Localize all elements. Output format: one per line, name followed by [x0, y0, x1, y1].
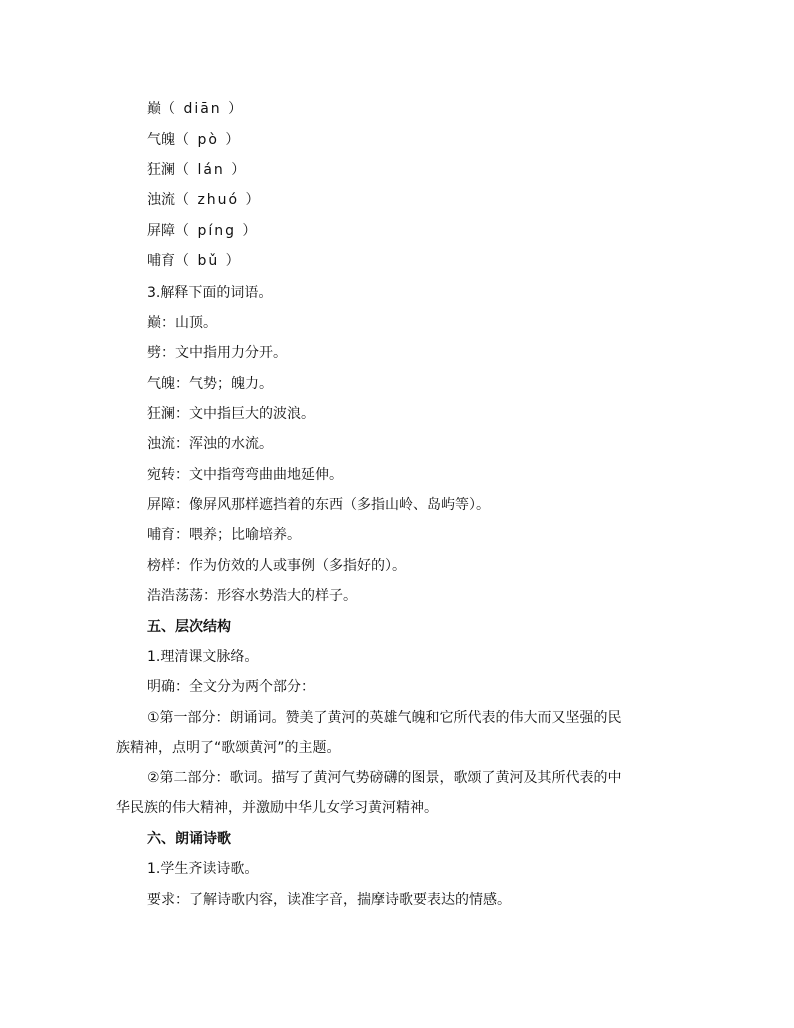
definition-item: 狂澜：文中指巨大的波浪。 — [147, 406, 315, 422]
section-item: 1.学生齐读诗歌。 — [147, 861, 259, 877]
definition-item: 劈：文中指用力分开。 — [147, 345, 287, 361]
paragraph-line: 族精神，点明了“歌颂黄河”的主题。 — [116, 740, 341, 756]
pinyin-row — [147, 100, 244, 118]
definition-item: 屏障：像屏风那样遮挡着的东西（多指山岭、岛屿等）。 — [147, 497, 490, 513]
definition-item: 巅：山顶。 — [147, 315, 217, 331]
section-item: 1.理清课文脉络。 — [147, 649, 259, 665]
pinyin-word: 浊流 — [147, 192, 175, 208]
pinyin-word: 巅 — [147, 101, 161, 117]
vocab-heading: 3.解释下面的词语。 — [147, 285, 273, 301]
pinyin-reading: （ lán ） — [175, 162, 248, 178]
paragraph-line: ②第二部分：歌词。描写了黄河气势磅礴的图景，歌颂了黄河及其所代表的中 — [147, 770, 622, 786]
pinyin-reading: （ zhuó ） — [175, 192, 262, 208]
definition-item: 哺育：喂养；比喻培养。 — [147, 527, 301, 543]
clarify-text: 明确：全文分为两个部分： — [147, 679, 315, 695]
definition-item: 榜样：作为仿效的人或事例（多指好的）。 — [147, 558, 406, 574]
pinyin-reading: （ diān ） — [161, 101, 245, 117]
paragraph-line: ①第一部分：朗诵词。赞美了黄河的英雄气魄和它所代表的伟大而又坚强的民 — [147, 710, 622, 726]
pinyin-row — [147, 131, 241, 149]
section-heading: 六、朗诵诗歌 — [147, 831, 231, 847]
pinyin-row — [147, 191, 262, 209]
pinyin-row — [147, 161, 247, 179]
pinyin-row — [147, 222, 258, 240]
definition-item: 浊流：浑浊的水流。 — [147, 436, 273, 452]
section-heading: 五、层次结构 — [147, 619, 231, 635]
pinyin-reading: （ pò ） — [175, 132, 242, 148]
pinyin-row — [147, 252, 242, 270]
requirement-text: 要求：了解诗歌内容，读准字音，揣摩诗歌要表达的情感。 — [147, 892, 511, 908]
pinyin-word: 狂澜 — [147, 162, 175, 178]
definition-item: 气魄：气势；魄力。 — [147, 376, 273, 392]
pinyin-word: 哺育 — [147, 253, 175, 269]
pinyin-word: 屏障 — [147, 223, 175, 239]
definition-item: 宛转：文中指弯弯曲曲地延伸。 — [147, 467, 343, 483]
paragraph-line: 华民族的伟大精神，并激励中华儿女学习黄河精神。 — [116, 800, 438, 816]
pinyin-reading: （ bǔ ） — [175, 253, 242, 269]
definition-item: 浩浩荡荡：形容水势浩大的样子。 — [147, 588, 357, 604]
pinyin-reading: （ píng ） — [175, 223, 259, 239]
pinyin-word: 气魄 — [147, 132, 175, 148]
